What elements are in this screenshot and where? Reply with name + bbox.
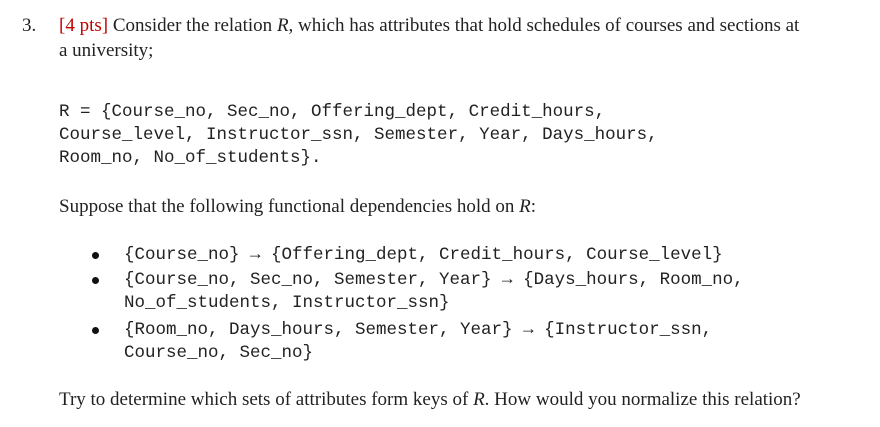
relation-definition [59, 101, 658, 170]
dependency-2-line-1: {Course_no, Sec_no, Semester, Year} → {Days_hours, Room_no, [124, 270, 744, 290]
fd-intro-relation-symbol: R [519, 196, 531, 217]
relation-line-2: Course_level, Instructor_ssn, Semester, Year, Days_hours, [59, 125, 658, 145]
intro-text-b: , which has attributes that hold schedules of courses and sections at [288, 15, 800, 36]
final-question-text-a: Try to determine which sets of attributes form keys of [59, 389, 474, 410]
final-question-relation-symbol: R [473, 389, 485, 410]
fd-intro-text: Suppose that the following functional dependencies hold on [59, 196, 520, 217]
final-question [59, 388, 801, 412]
question-intro-line2: a university; [59, 40, 154, 61]
dependency-3-line-1: {Room_no, Days_hours, Semester, Year} → {Instructor_ssn, [124, 320, 713, 340]
points-label: [4 pts] [59, 15, 109, 36]
dependency-2-line-2: No_of_students, Instructor_ssn} [124, 293, 450, 313]
question-intro-line1 [59, 14, 799, 38]
dependency-1-line-1: {Course_no} → {Offering_dept, Credit_hours, Course_level} [124, 245, 723, 265]
question-number: 3. [22, 15, 37, 36]
bullet-3 [92, 327, 99, 334]
bullet-1 [92, 252, 99, 259]
fd-intro-colon: : [530, 196, 537, 217]
relation-line-1: R = {Course_no, Sec_no, Offering_dept, Credit_hours, [59, 102, 606, 122]
relation-symbol: R [276, 15, 289, 36]
bullet-2 [92, 277, 99, 284]
fd-intro [59, 195, 536, 219]
intro-text-a: Consider the relation [108, 15, 277, 36]
dependency-3-line-2: Course_no, Sec_no} [124, 343, 314, 363]
final-question-text-b: . How would you normalize this relation? [484, 389, 801, 410]
relation-line-3: Room_no, No_of_students}. [59, 148, 322, 168]
